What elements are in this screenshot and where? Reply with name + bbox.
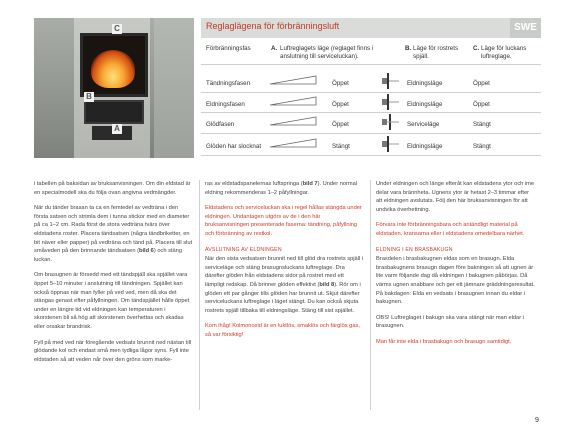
- row-divider: [201, 155, 541, 156]
- row-divider: [201, 133, 541, 134]
- row-b-value: Serviceläge: [407, 121, 440, 128]
- text-column-3: [376, 180, 535, 354]
- lever-icon: [268, 74, 318, 88]
- header-c-letter: C.: [473, 45, 480, 52]
- row-c-value: Öppet: [473, 101, 490, 108]
- row-phase: Tändningsfasen: [206, 80, 251, 87]
- paragraph: Fyll på med ved när föregående vedsats brunnit ned nästan till glödande kol och endast små men tydliga lågor syns. Fyll inte eldstaden så att veden når över den gröns som marke-: [34, 339, 192, 363]
- lever-icon: [268, 115, 318, 129]
- paragraph: Under eldningen och länge efteråt kan eldstadens ytor och ime delar vara brännheta. Ugnens ytor är hetast 2–3 timmar efter att eldningen avslutats. Följ den här bruksanvisningen för att undvika överhettning.: [376, 181, 535, 213]
- warning-paragraph: Man får inte elda i brasbakugn och brasugn samtidigt.: [376, 338, 512, 345]
- figure-ref: bild 7: [302, 181, 318, 187]
- text-run: När den sista vedsatsen brunnit ned till glöd dra rostrets spjäll i serviceläge och stäng brasugnsluckans luftreglage. Dra därefter glöden från eldstadens sidor på rostret med ett lämpligt redskap. Då brinner glöden effektivt (: [205, 256, 364, 288]
- row-divider: [201, 92, 541, 93]
- row-phase: Glöden har slocknat: [206, 143, 262, 150]
- header-a-letter: A.: [271, 45, 278, 52]
- section-heading: AVSLUTNING AV ELDNINGEN: [205, 246, 282, 253]
- lever-icon: [268, 95, 318, 109]
- warning-paragraph: Kom ihåg! Kolmonoxid är en luktlös, smaklös och färglös gas, så var försiktig!: [205, 323, 360, 338]
- column-separator: [370, 180, 371, 410]
- row-b-value: Eldningsläge: [407, 101, 443, 108]
- figure-ref: bild 8: [319, 281, 335, 288]
- text-column-2: [205, 180, 364, 347]
- text-run: ). Rör om i glöden ett par gånger tills glöden har brunnit ut. Skjut därefter serviceluckans luftreglage i läget stängt. Du kan också skjuta rostrets spjäll tillbaka till eldningsläge. Stäng till sist spjället.: [205, 281, 361, 314]
- paragraph: Om brasugnen är försedd med ett tändspjäll ska spjället vara öppet 5–10 minuter i anslutning till tändningen. Spjället kan också öppnas när man fyller på ved ved, men då ska det stängas genast efter påfyllningen. Om tändspjället hålls öppet under en längre tid vid eldningen kan temperaturen i skorstenen bli så hög att skorstenen överhettas och skadas eller orsakar brandrisk.: [34, 272, 190, 330]
- damper-burning-icon: [381, 135, 401, 153]
- stone-side: [154, 18, 194, 158]
- warning-paragraph: Eldstadens och serviceluckan ska i regel hållas stängda under eldningen. Undantagen utgörs av de i den här bruksanvisningen presenterade faserna: tändning, påfyllning och förbränning av restkol.: [205, 205, 362, 237]
- row-phase: Glödfasen: [206, 121, 235, 128]
- text-column-1: [34, 180, 193, 371]
- header-b-letter: B.: [405, 45, 412, 52]
- text-run: ras av eldstadspanelernas luftspringa (: [205, 181, 303, 187]
- marker-c: C: [112, 24, 122, 34]
- row-c-value: Öppet: [473, 80, 490, 87]
- paragraph: Brasdelen i brasbakugnen eldas som en brasugn. Elda brasbakugnens brasugn dagen före bakningen så att ugnen är lite varm följande dag då eldningen i bakugnen påbörjas. Då värms ugnen snabbare och ger ett jämnare gräddningsresultat. På bakdagen: Elda en vedsats i brasugnen innan du eldar i bakugnen.: [376, 256, 535, 306]
- row-phase: Eldningsfasen: [206, 101, 245, 108]
- page-number: 9: [535, 417, 539, 424]
- row-a-value: Öppet: [332, 101, 349, 108]
- paragraph: OBS! Luftreglaget i bakugn ska vara stängt när man eldar i brasugnen.: [376, 314, 524, 330]
- fireplace-photo: [34, 18, 194, 158]
- marker-b: B: [84, 92, 94, 102]
- flame: [91, 50, 135, 88]
- row-a-value: Öppet: [332, 80, 349, 87]
- row-divider: [201, 112, 541, 113]
- warning-paragraph: Förvara inte förbränningsbara och antändligt material på eldstaden, kransarna eller i eldstadens omedelbara närhet.: [376, 222, 525, 237]
- paragraph: [205, 255, 364, 315]
- section-heading: ELDNING I EN BRASBAKUGN: [376, 246, 453, 253]
- figure-ref: bild 6: [138, 248, 154, 255]
- row-a-value: Öppet: [332, 121, 349, 128]
- paragraph: i tabellen på baksidan av bruksanvisningen. Om din eldstad är en specialmodell ska du följa ovan angivna vedmängder.: [34, 181, 191, 196]
- language-badge: SWE: [510, 18, 541, 38]
- column-separator: [199, 180, 200, 410]
- row-b-value: Eldningsläge: [407, 80, 443, 87]
- paragraph: [34, 204, 193, 264]
- table-divider: [201, 64, 541, 65]
- header-a: Luftreglagets läge (reglaget finns i anslutning till serviceluckan).: [280, 45, 374, 60]
- damper-service-icon: [381, 113, 401, 131]
- header-c: Läge för luckans luftreglage.: [481, 45, 527, 60]
- lever-icon: [268, 137, 318, 151]
- baking-oven-door: [84, 100, 144, 124]
- row-c-value: Stängt: [473, 121, 491, 128]
- marker-a: A: [112, 124, 122, 134]
- header-phase: Förbränningsfas: [206, 45, 251, 52]
- fire-door: [80, 33, 148, 97]
- text-run: ). Under normal eldning rekommenderas 1–2 påfyllningar.: [205, 181, 358, 196]
- text-run: ) och stäng luckan.: [34, 248, 182, 263]
- text-run: När du tänder brasan ta ca en femtedel av vedtränа i den första satsen och strimla dem i tunna stickor med en diameter på ca 1–2 cm. Rada först de stora vedträna tvärs över eldstadens roster. Placera tändsatsen (några tändbriketter, en bit näver eller papper) på vedträna och tänd på. Placera till slut småveden på den brinnande tändsatsen (: [34, 205, 193, 255]
- damper-burning-icon: [381, 72, 401, 90]
- damper-burning-icon: [381, 93, 401, 111]
- row-a-value: Stängt: [332, 143, 350, 150]
- row-c-value: Stängt: [473, 143, 491, 150]
- table-title: Reglaglägena för förbränningsluft: [206, 21, 340, 31]
- paragraph: [205, 180, 364, 197]
- header-b: Läge för rostrets spjäll.: [413, 45, 459, 60]
- row-b-value: Eldningsläge: [407, 143, 443, 150]
